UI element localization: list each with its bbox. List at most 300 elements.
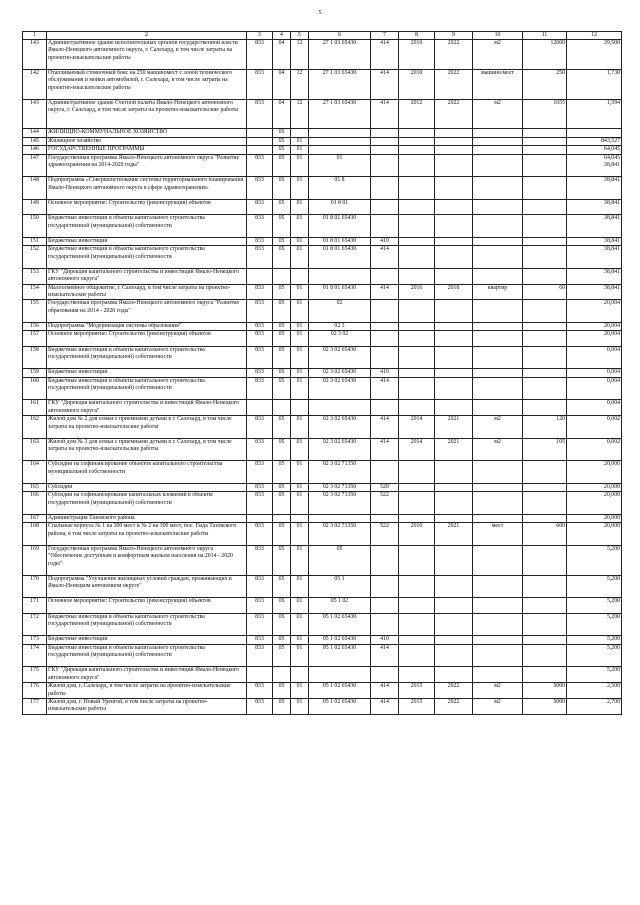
table-cell [399,598,435,613]
table-cell [435,461,473,484]
table-cell [473,461,523,484]
table-cell: 833 [247,438,273,461]
table-cell: 01 [291,483,309,491]
row-description: Субсидии на софинансирование капитальных вложений в объекты государственной (муниципальной) собственности [47,492,247,515]
table-cell: 164 [23,461,47,484]
table-cell [399,369,435,377]
table-cell: 833 [247,99,273,129]
table-cell: 2010 [399,40,435,70]
table-cell [399,636,435,644]
table-cell [473,400,523,416]
table-cell: 833 [247,237,273,245]
table-cell: 410 [371,237,399,245]
table-cell [399,146,435,154]
table-cell [309,146,371,154]
table-cell: 02 3 02 65430 [309,438,371,461]
table-cell: 2012 [399,99,435,129]
table-cell: 160 [23,377,47,400]
table-row [23,400,622,416]
table-cell [399,137,435,145]
table-cell [523,377,567,400]
table-row [23,346,622,369]
table-cell [435,129,473,137]
header-cell: 2 [47,32,247,40]
table-cell: 05 1 02 65430 [309,613,371,636]
table-cell: 01 8 [309,177,371,200]
table-cell [523,215,567,238]
table-cell: 169 [23,545,47,575]
table-cell: 05 [273,346,291,369]
table-cell [473,483,523,491]
table-cell: 38,841 [567,284,622,300]
table-cell: 01 [291,331,309,346]
table-cell [435,137,473,145]
table-cell: 01 [291,237,309,245]
table-cell [473,613,523,636]
table-cell [523,461,567,484]
table-cell [371,613,399,636]
table-cell: 20,000 [567,483,622,491]
row-description: ГКУ "Дирекция капитального строительства и инвестиций Ямало-Ненецкого автономного округа" [47,268,247,284]
table-cell [523,331,567,346]
table-cell: 05 [273,523,291,546]
table-cell [435,268,473,284]
table-cell: 27 1 03 65430 [309,69,371,99]
table-cell: 833 [247,523,273,546]
table-cell: 20,000 [567,523,622,546]
table-cell: 0,002 [567,438,622,461]
table-cell: 01 [291,177,309,200]
table-cell: 01 [291,492,309,515]
table-cell: 5000 [523,683,567,699]
row-description: Подпрограмма «Совершенствование системы территориального планирования Ямало-Ненецкого автономного округа в сфере здравоохранения» [47,177,247,200]
header-cell: 7 [371,32,399,40]
table-row [23,698,622,714]
row-description: Основное мероприятие: Строительство (реконструкция) объектов [47,199,247,214]
table-cell [371,667,399,683]
table-cell: 2,500 [567,683,622,699]
row-description: Отапливаемый стояночный бокс на 250 машиномест с зоной технического обслуживания и мойки автомобилей, г. Салехард, в том числе затраты на проектно-изыскательские работы [47,69,247,99]
table-cell: 143 [23,40,47,70]
table-cell: 2015 [399,683,435,699]
table-row [23,483,622,491]
table-cell: 05 [273,461,291,484]
row-description: ГКУ "Дирекция капитального строительства и инвестиций Ямало-Ненецкого автономного округа" [47,667,247,683]
table-cell [247,667,273,683]
table-cell [473,154,523,177]
table-cell: 02 3 02 71350 [309,492,371,515]
table-cell [435,369,473,377]
table-cell: 2021 [435,523,473,546]
table-cell [473,146,523,154]
table-cell: 833 [247,177,273,200]
table-cell: 01 [291,644,309,667]
table-cell [371,514,399,522]
table-cell [435,400,473,416]
header-cell: 11 [523,32,567,40]
table-cell [473,575,523,598]
table-cell [291,268,309,284]
table-cell [523,545,567,575]
table-cell: 05 [273,438,291,461]
table-cell: 01 [291,215,309,238]
table-cell: 176 [23,683,47,699]
table-cell: 843,527 [567,137,622,145]
page-number: 5 [318,10,322,16]
table-cell [435,246,473,269]
table-cell [247,137,273,145]
table-cell: 20,004 [567,323,622,331]
table-cell [273,667,291,683]
table-cell: 01 8 01 [309,199,371,214]
table-cell [473,129,523,137]
table-row [23,523,622,546]
table-cell: 414 [371,246,399,269]
table-cell: 2010 [399,523,435,546]
table-cell: 01 [291,154,309,177]
table-cell: 5,200 [567,575,622,598]
table-cell [247,129,273,137]
table-cell: 833 [247,331,273,346]
table-cell [523,300,567,323]
table-cell [399,346,435,369]
table-cell [523,613,567,636]
table-cell: 05 1 [309,575,371,598]
table-row [23,438,622,461]
table-cell: 250 [523,69,567,99]
row-description: Бюджетные инвестиции [47,237,247,245]
table-row [23,667,622,683]
row-description: Основное мероприятие: Строительство (реконструкция) объектов [47,598,247,613]
table-cell: 05 [273,369,291,377]
table-cell [291,514,309,522]
table-cell [399,323,435,331]
table-cell [399,377,435,400]
table-cell [523,636,567,644]
table-cell [371,137,399,145]
table-cell [435,613,473,636]
table-cell: 05 [273,483,291,491]
table-row [23,613,622,636]
table-cell: 833 [247,369,273,377]
table-cell: 833 [247,644,273,667]
table-cell: 05 [273,199,291,214]
table-cell [399,237,435,245]
table-row [23,323,622,331]
table-cell [473,323,523,331]
table-cell [247,400,273,416]
table-cell [473,598,523,613]
table-cell: 27 1 03 65430 [309,40,371,70]
table-cell: 833 [247,545,273,575]
table-cell: 159 [23,369,47,377]
table-cell [273,400,291,416]
row-description: Администрация Тазовского района [47,514,247,522]
table-cell: 143 [23,99,47,129]
budget-table [22,31,622,715]
table-cell: 05 [273,146,291,154]
table-cell: 5,200 [567,667,622,683]
table-cell: 02 3 02 65430 [309,377,371,400]
table-row [23,461,622,484]
table-cell: 01 [291,323,309,331]
table-cell: 05 [273,137,291,145]
table-cell [435,514,473,522]
row-description: Государственная программа Ямало-Ненецкого автономного округа "Обеспечение доступным и комфортным жильем населения на 2014 - 2020 годы" [47,545,247,575]
table-cell [435,483,473,491]
row-description: Бюджетные инвестиции в объекты капитального строительства государственной (муниципальной) собственности [47,377,247,400]
table-cell: 05 [273,636,291,644]
table-cell: 2021 [435,416,473,439]
table-row [23,492,622,515]
table-cell: 01 [291,438,309,461]
table-cell [309,400,371,416]
table-cell [523,346,567,369]
table-cell [435,154,473,177]
table-cell: 01 [291,300,309,323]
table-cell [523,667,567,683]
table-cell: 414 [371,416,399,439]
table-cell [523,644,567,667]
table-row [23,369,622,377]
row-description: Административное здание исполнительных органов государственной власти Ямало-Ненецкого автономного округа, г. Салехард, в том числе затраты на проектно-изыскательские работы [47,40,247,70]
table-cell: 01 [291,598,309,613]
table-cell: 5,200 [567,636,622,644]
table-cell: 12 [291,99,309,129]
table-cell [473,644,523,667]
table-cell [523,246,567,269]
row-description: Государственная программа Ямало-Ненецкого автономного округа "Развитие образования на 2014 - 2020 годы" [47,300,247,323]
table-cell [399,400,435,416]
table-cell: 833 [247,300,273,323]
row-description: ГКУ "Дирекция капитального строительства и инвестиций Ямало-Ненецкого автономного округа" [47,400,247,416]
table-cell: машино/мест [473,69,523,99]
table-cell: 05 1 02 65430 [309,636,371,644]
header-cell: 8 [399,32,435,40]
table-row [23,514,622,522]
header-cell: 9 [435,32,473,40]
table-cell: 02 3 02 71350 [309,461,371,484]
table-cell [399,644,435,667]
table-cell: 2022 [435,683,473,699]
table-cell: 05 [273,331,291,346]
table-cell: 02 3 02 65430 [309,416,371,439]
table-cell [399,667,435,683]
table-cell: 2016 [399,284,435,300]
row-description: Подпрограмма "Модернизация системы образования" [47,323,247,331]
table-cell [435,323,473,331]
table-cell: 0,004 [567,377,622,400]
header-cell: 12 [567,32,622,40]
table-cell [309,268,371,284]
table-cell: 1,730 [567,69,622,99]
table-cell [399,514,435,522]
header-cell: 4 [273,32,291,40]
table-cell: 01 [291,377,309,400]
table-cell: 0,004 [567,346,622,369]
table-cell: 01 [291,545,309,575]
table-cell [247,146,273,154]
table-cell: м2 [473,416,523,439]
table-cell: 833 [247,598,273,613]
table-cell: 05 [309,545,371,575]
table-cell [435,146,473,154]
table-cell: 414 [371,284,399,300]
table-cell [523,268,567,284]
table-cell [371,598,399,613]
table-cell: 5000 [523,698,567,714]
table-cell: 5,200 [567,545,622,575]
table-cell [473,246,523,269]
table-cell: 162 [23,416,47,439]
table-cell: 60 [523,284,567,300]
table-cell [473,177,523,200]
table-cell [473,300,523,323]
table-cell: 05 [273,416,291,439]
table-cell [473,545,523,575]
table-cell [399,154,435,177]
table-cell: 414 [371,69,399,99]
table-cell [399,268,435,284]
table-cell: 27 1 03 65430 [309,99,371,129]
row-description: Жилой дом, г. Салехард, в том числе затраты на проектно-изыскательские работы [47,683,247,699]
table-cell: 2022 [435,69,473,99]
table-cell: 414 [371,438,399,461]
table-cell: 01 [291,461,309,484]
row-description: Бюджетные инвестиции в объекты капитального строительства государственной (муниципальной) собственности [47,613,247,636]
table-cell: 05 [273,323,291,331]
header-row [23,32,622,40]
table-cell [273,268,291,284]
table-cell [523,323,567,331]
table-cell [523,129,567,137]
table-cell [473,492,523,515]
table-cell: 38,841 [567,246,622,269]
table-cell: 173 [23,636,47,644]
table-cell [371,215,399,238]
table-cell [473,636,523,644]
table-cell: 2018 [435,284,473,300]
table-cell [309,514,371,522]
row-description: Бюджетные инвестиции [47,636,247,644]
table-cell: 414 [371,99,399,129]
table-row [23,154,622,177]
row-description: Государственная программа Ямало-Ненецкого автономного округа "Развитие здравоохранения на 2014-2020 годы" [47,154,247,177]
table-cell: 38,841 [567,268,622,284]
table-cell: 02 3 [309,323,371,331]
header-cell: 1 [23,32,47,40]
table-cell [371,268,399,284]
table-cell [435,215,473,238]
table-cell [371,461,399,484]
table-cell: 833 [247,683,273,699]
table-cell: 01 [291,284,309,300]
table-cell: 148 [23,177,47,200]
table-cell: 105 [523,438,567,461]
table-cell [309,129,371,137]
table-cell [399,331,435,346]
table-cell: 05 [273,545,291,575]
table-cell [523,483,567,491]
table-cell: 144 [23,129,47,137]
table-row [23,237,622,245]
row-description: Жилой дом, г. Новый Уренгой, в том числе затраты на проектно-изыскательские работы [47,698,247,714]
table-cell [523,177,567,200]
table-cell: 64,045 [567,146,622,154]
table-cell: 02 3 02 65430 [309,346,371,369]
table-row [23,331,622,346]
table-cell: 0,004 [567,400,622,416]
table-cell: 20,000 [567,492,622,515]
table-cell [371,323,399,331]
table-cell: 2010 [399,69,435,99]
table-cell: 05 1 02 [309,598,371,613]
table-cell: 02 3 02 71350 [309,523,371,546]
table-cell [435,545,473,575]
table-cell [567,129,622,137]
table-row [23,636,622,644]
table-cell: 833 [247,483,273,491]
table-cell: 05 [273,598,291,613]
table-cell [523,369,567,377]
table-cell: 833 [247,323,273,331]
table-cell: 161 [23,400,47,416]
table-cell [399,613,435,636]
table-cell: 01 [291,137,309,145]
table-cell [371,575,399,598]
table-cell [473,331,523,346]
table-cell [473,199,523,214]
table-cell: 2014 [399,416,435,439]
table-cell [473,514,523,522]
table-cell: 0,002 [567,416,622,439]
table-cell: 2014 [399,438,435,461]
table-cell [371,346,399,369]
row-description: Субсидии [47,483,247,491]
table-cell: 833 [247,636,273,644]
table-row [23,575,622,598]
table-cell: 05 [273,300,291,323]
table-cell: 0,004 [567,369,622,377]
table-row [23,246,622,269]
table-cell: 01 [291,146,309,154]
row-description: Малосемейное общежитие, г. Салехард, в том числе затраты на проектно-изыскательские работы [47,284,247,300]
table-cell: 01 [291,613,309,636]
table-cell: 38,841 [567,215,622,238]
table-cell [247,514,273,522]
table-row [23,416,622,439]
table-cell: 05 [273,246,291,269]
table-row [23,199,622,214]
table-row [23,268,622,284]
table-cell [309,667,371,683]
table-cell: 5,200 [567,644,622,667]
table-cell: 170 [23,575,47,598]
table-cell: 414 [371,40,399,70]
table-cell [523,575,567,598]
table-cell: 02 3 02 65430 [309,369,371,377]
table-cell: 520 [371,483,399,491]
row-description: Жилищное хозяйство [47,137,247,145]
table-cell: 171 [23,598,47,613]
table-cell: 38,841 [567,237,622,245]
table-row [23,129,622,137]
table-cell: 01 8 01 65430 [309,237,371,245]
table-cell: 833 [247,199,273,214]
table-cell: мест [473,523,523,546]
table-cell: 38,841 [567,199,622,214]
table-cell [399,492,435,515]
